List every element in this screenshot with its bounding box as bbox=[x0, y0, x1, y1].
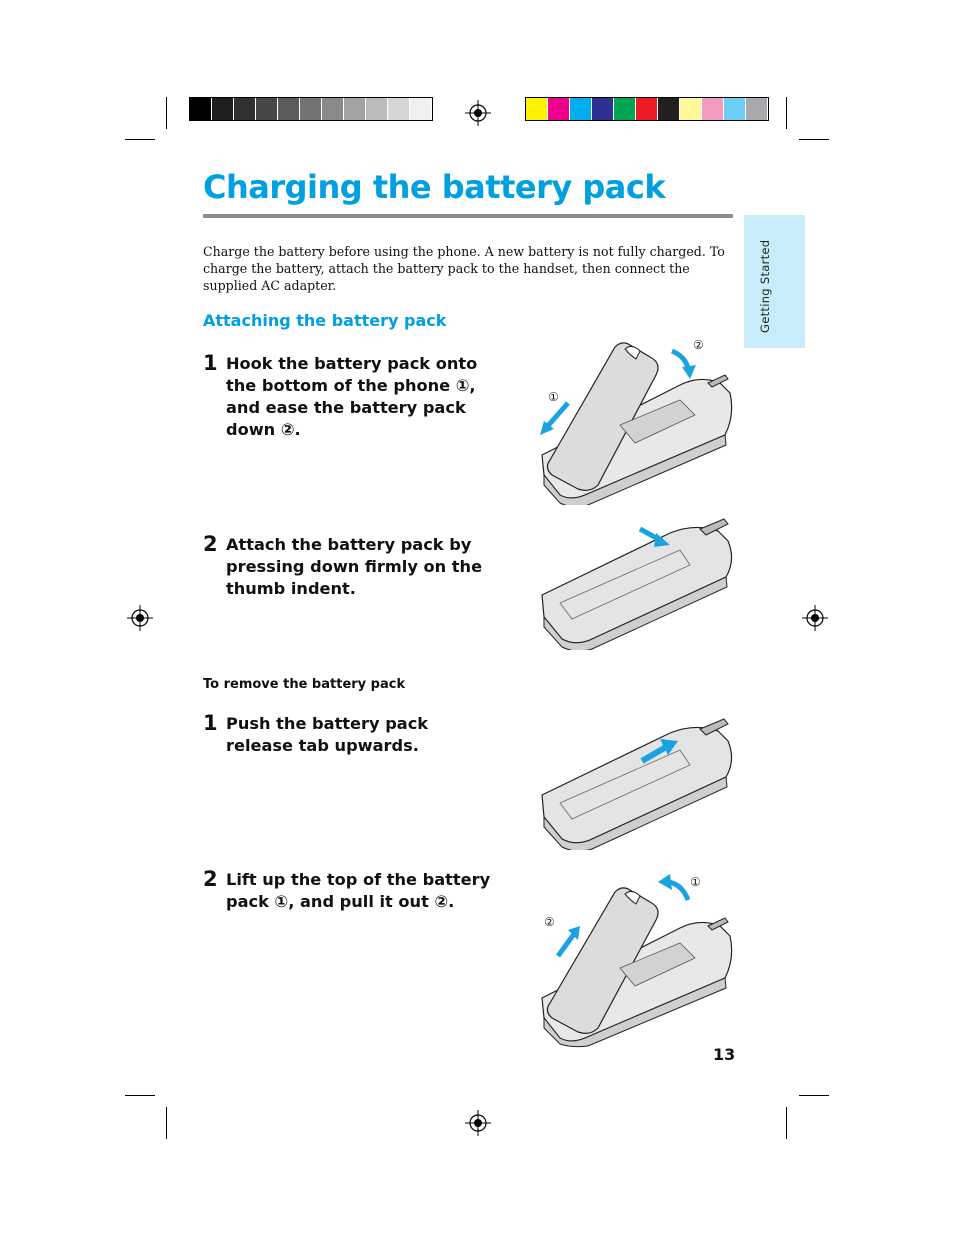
color-swatch bbox=[548, 98, 570, 120]
phone-release-tab-illustration bbox=[530, 715, 745, 850]
process-color-bar bbox=[525, 97, 769, 121]
color-swatch bbox=[702, 98, 724, 120]
color-swatch bbox=[592, 98, 614, 120]
color-swatch bbox=[614, 98, 636, 120]
step-number: 1 bbox=[203, 711, 218, 735]
color-swatch bbox=[256, 98, 278, 120]
step-text: Push the battery pack release tab upwards. bbox=[226, 714, 429, 755]
color-swatch bbox=[212, 98, 234, 120]
color-swatch bbox=[300, 98, 322, 120]
phone-battery-attached-illustration bbox=[530, 515, 745, 650]
color-swatch bbox=[344, 98, 366, 120]
attaching-heading: Attaching the battery pack bbox=[203, 311, 447, 330]
phone-battery-remove-illustration bbox=[530, 870, 745, 1048]
title-rule bbox=[203, 214, 733, 218]
color-swatch bbox=[366, 98, 388, 120]
registration-mark-icon bbox=[465, 100, 491, 126]
crop-mark bbox=[166, 1107, 167, 1139]
removing-heading: To remove the battery pack bbox=[203, 677, 406, 692]
step-number: 2 bbox=[203, 532, 218, 556]
crop-mark bbox=[125, 1095, 155, 1096]
callout-2: ② bbox=[693, 338, 704, 352]
step-text: Attach the battery pack by pressing down firmly on the thumb indent. bbox=[226, 535, 483, 598]
section-tab bbox=[744, 215, 805, 348]
step-number: 2 bbox=[203, 867, 218, 891]
intro-paragraph: Charge the battery before using the phone. A new battery is not fully charged. To charge the battery, attach the battery pack to the handset, then connect the supplied AC adapter. bbox=[203, 244, 725, 293]
step-number: 1 bbox=[203, 351, 218, 375]
callout-1: ① bbox=[548, 390, 559, 404]
color-swatch bbox=[278, 98, 300, 120]
step-text: Lift up the top of the battery pack ①, and pull it out ②. bbox=[226, 870, 491, 911]
registration-mark-icon bbox=[465, 1110, 491, 1136]
page-title: Charging the battery pack bbox=[203, 168, 666, 206]
callout-2: ② bbox=[544, 915, 555, 929]
registration-mark-icon bbox=[127, 605, 153, 631]
grayscale-color-bar bbox=[189, 97, 433, 121]
color-swatch bbox=[658, 98, 680, 120]
crop-mark bbox=[166, 97, 167, 129]
crop-mark bbox=[125, 139, 155, 140]
registration-mark-icon bbox=[802, 605, 828, 631]
phone-battery-hook-illustration bbox=[530, 335, 745, 505]
section-tab-label: Getting Started bbox=[758, 239, 772, 333]
color-swatch bbox=[724, 98, 746, 120]
color-swatch bbox=[526, 98, 548, 120]
color-swatch bbox=[746, 98, 768, 120]
page-number: 13 bbox=[713, 1045, 736, 1064]
callout-1: ① bbox=[690, 875, 701, 889]
color-swatch bbox=[234, 98, 256, 120]
color-swatch bbox=[636, 98, 658, 120]
crop-mark bbox=[786, 97, 787, 129]
color-swatch bbox=[680, 98, 702, 120]
color-swatch bbox=[570, 98, 592, 120]
step-text: Hook the battery pack onto the bottom of the phone ①, and ease the battery pack down ②. bbox=[226, 354, 478, 439]
crop-mark bbox=[799, 1095, 829, 1096]
crop-mark bbox=[799, 139, 829, 140]
crop-mark bbox=[786, 1107, 787, 1139]
color-swatch bbox=[410, 98, 432, 120]
color-swatch bbox=[388, 98, 410, 120]
color-swatch bbox=[190, 98, 212, 120]
color-swatch bbox=[322, 98, 344, 120]
